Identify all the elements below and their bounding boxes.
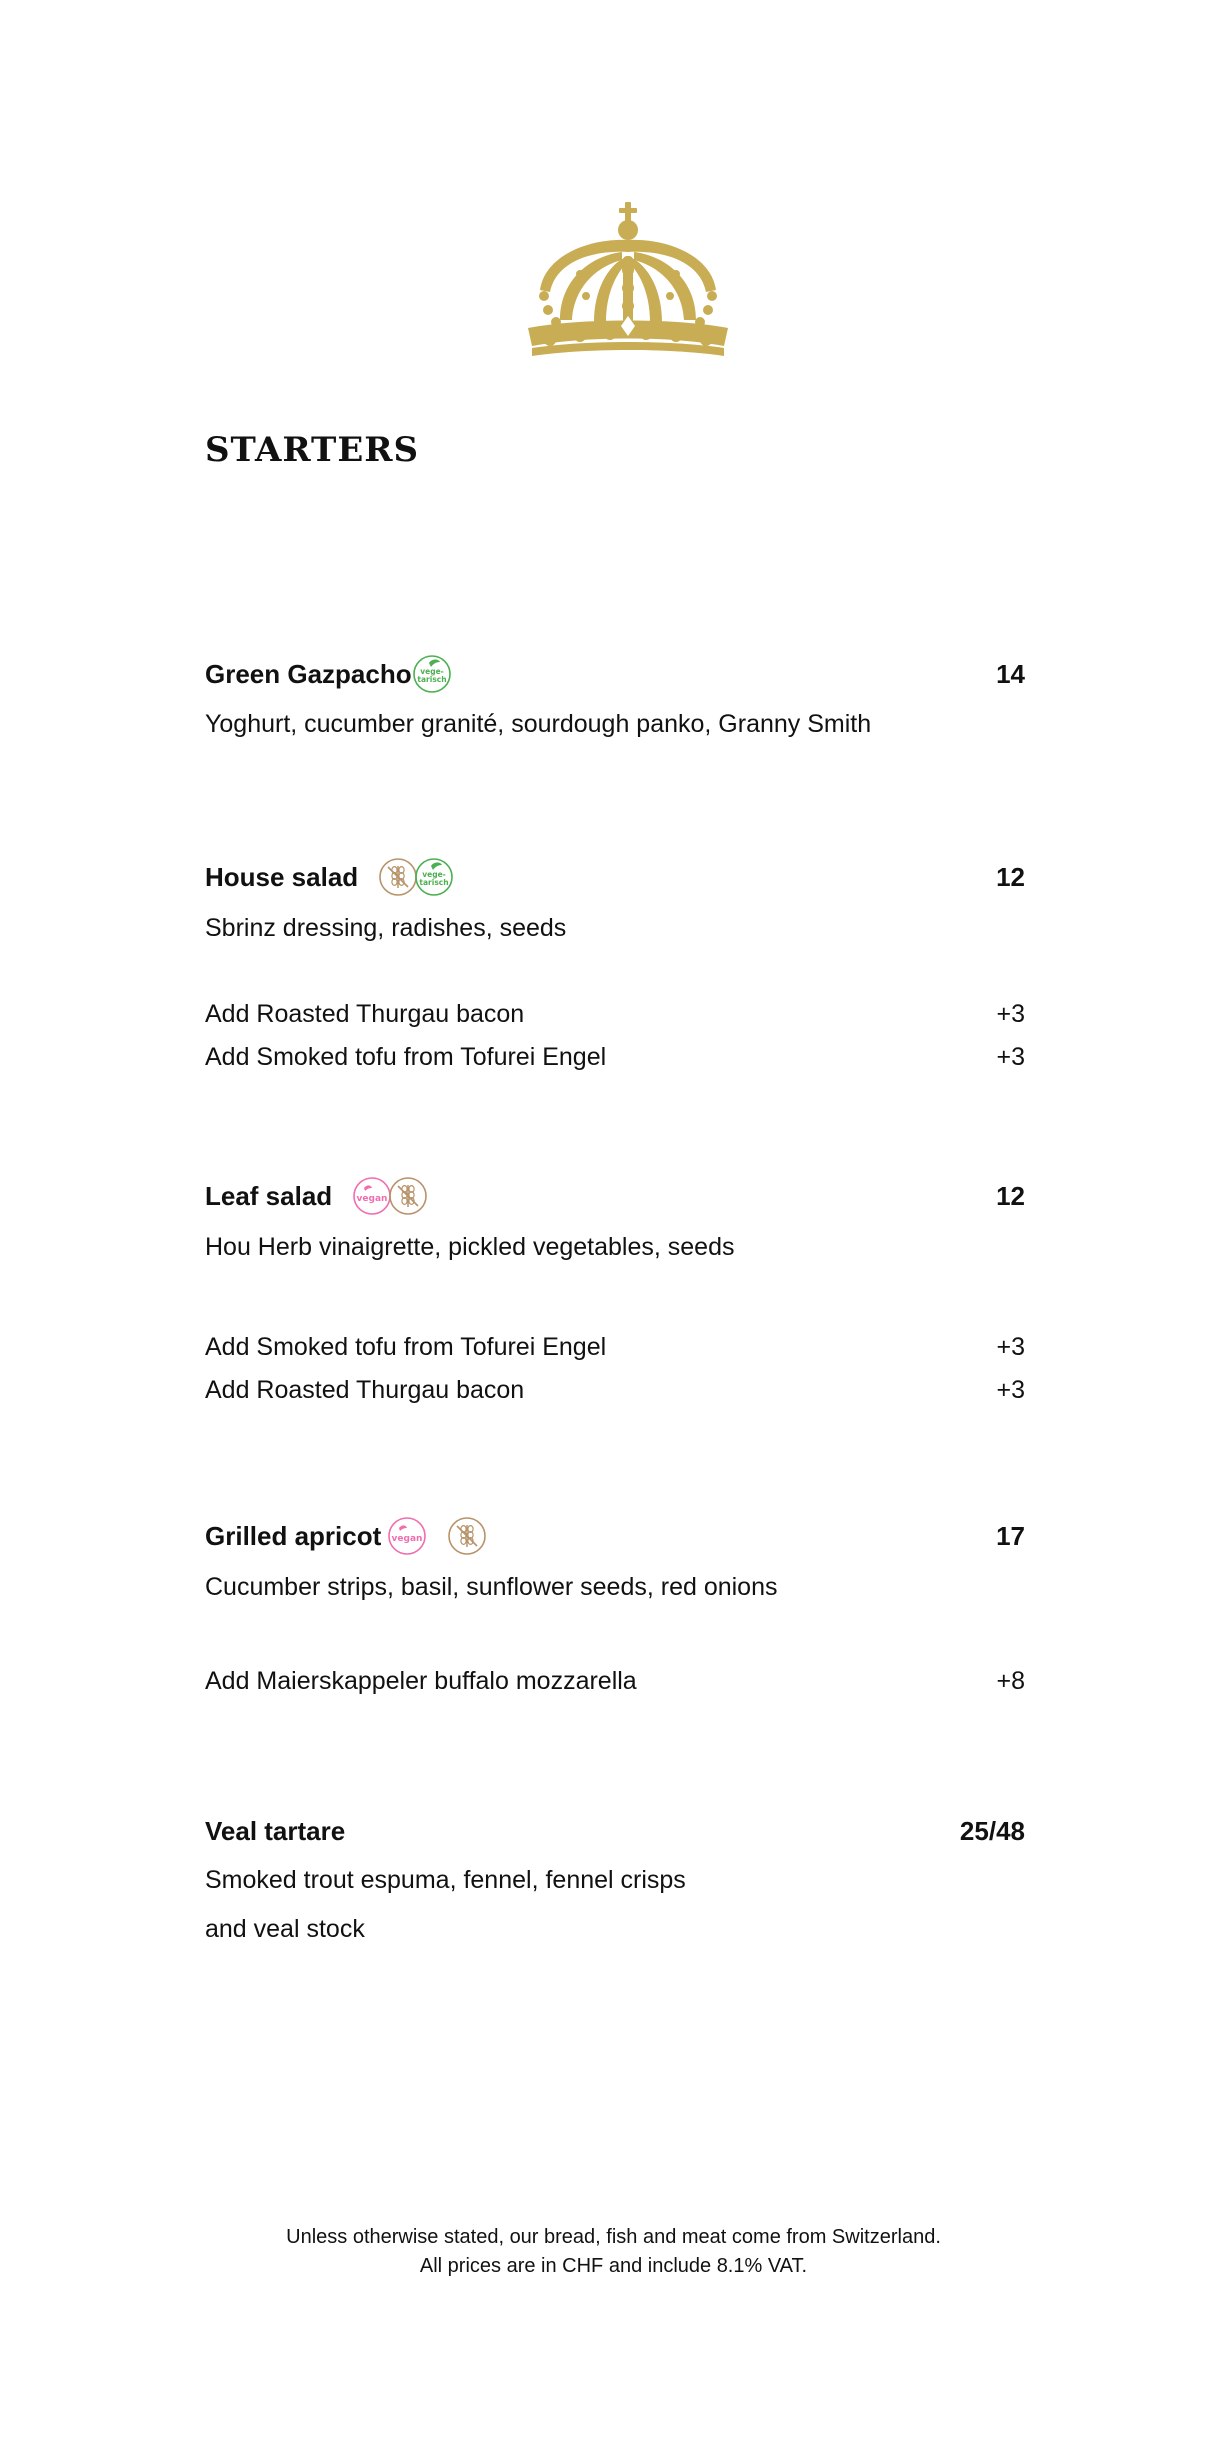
addon-label: Add Roasted Thurgau bacon: [205, 1376, 525, 1404]
menu-item-name: [205, 857, 454, 897]
footer-vat-note: All prices are in CHF and include 8.1% VAT.: [419, 2255, 808, 2277]
item-name-text: House salad: [205, 862, 359, 892]
menu-item-price: 14: [996, 659, 1025, 689]
addon-label: Add Smoked tofu from Tofurei Engel: [205, 1043, 607, 1071]
addon-price: +3: [996, 1043, 1025, 1071]
menu-item-price: 17: [996, 1521, 1025, 1551]
gluten-free-icon: [388, 1176, 428, 1216]
menu-item-description: Sbrinz dressing, radishes, seeds: [205, 914, 567, 942]
vegetarian-icon: [414, 857, 454, 897]
menu-item-name: [205, 1811, 345, 1851]
menu-item-price: 25/48: [959, 1816, 1025, 1846]
addon-price: +3: [996, 1000, 1025, 1028]
vegetarian-icon: [412, 654, 452, 694]
menu-item-price: 12: [996, 862, 1025, 892]
item-name-text: Leaf salad: [205, 1181, 333, 1211]
addon-price: +3: [996, 1333, 1025, 1361]
item-name-text: Grilled apricot: [205, 1521, 382, 1551]
menu-item-name: [205, 654, 452, 694]
menu-item-description: and veal stock: [205, 1915, 365, 1943]
addon-label: Add Maierskappeler buffalo mozzarella: [205, 1667, 637, 1695]
addon-price: +3: [996, 1376, 1025, 1404]
gluten-free-icon: [447, 1516, 487, 1556]
item-name-text: Green Gazpacho: [205, 659, 412, 689]
addon-label: Add Smoked tofu from Tofurei Engel: [205, 1333, 607, 1361]
menu-item-description: Cucumber strips, basil, sunflower seeds, red onions: [205, 1573, 778, 1601]
menu-item-description: Hou Herb vinaigrette, pickled vegetables, seeds: [205, 1233, 735, 1261]
menu-item-description: Smoked trout espuma, fennel, fennel crisps: [205, 1866, 686, 1894]
menu-item-name: [205, 1516, 487, 1556]
addon-price: +8: [996, 1667, 1025, 1695]
addon-label: Add Roasted Thurgau bacon: [205, 1000, 525, 1028]
crown-logo-icon: [520, 200, 736, 360]
menu-item-name: [205, 1176, 428, 1216]
gluten-free-icon: [378, 857, 418, 897]
section-title: STARTERS: [205, 430, 420, 470]
vegan-icon: [387, 1516, 427, 1556]
menu-item-description: Yoghurt, cucumber granité, sourdough panko, Granny Smith: [205, 710, 872, 738]
item-name-text: Veal tartare: [205, 1816, 346, 1846]
vegan-icon: [352, 1176, 392, 1216]
menu-item-price: 12: [996, 1181, 1025, 1211]
footer-origin-note: Unless otherwise stated, our bread, fish and meat come from Switzerland.: [286, 2226, 941, 2248]
